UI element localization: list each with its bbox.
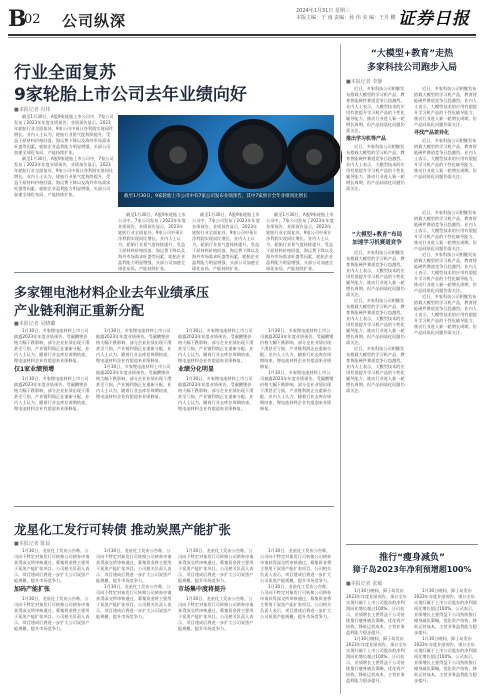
longxing-body-text: 1月30日，龙星化工发布公告称，公司向不特定对象发行可转换公司债券申请获得深交所审核通过，募集资金将主要用于炭黑产能扩张项目。公司相关负责人表示，项目建成后将进一步扩大公司炭黑产能规模，提升市场竞争力。 — [96, 584, 172, 619]
longxing-subhead-2: 市场集中度将提升 — [178, 586, 227, 593]
longxing-col-2 — [96, 548, 172, 696]
column-divider — [340, 44, 341, 694]
side-top-body-text: 近日，多家科技公司相继发布搭载大模型的学习机产品，教育智能硬件赛道竞争日趋激烈。业内人士表示，大模型技术的应用有望提升学习机产品的个性化辅导能力，推动行业进入新一轮增长周期，但产品同质化问题仍需关注。 — [346, 86, 405, 133]
side-bottom-headline-2: 獐子岛2023年净利预增超100% — [352, 565, 472, 574]
side-top-body-text: 近日，多家科技公司相继发布搭载大模型的学习机产品，教育智能硬件赛道竞争日趋激烈。业内人士表示，大模型技术的应用有望提升学习机产品的个性化辅导能力，推动行业进入新一轮增长周期，但产品同质化问题仍需关注。 — [346, 250, 405, 297]
side-top-col-2 — [414, 86, 478, 206]
lithium-col-2 — [96, 328, 172, 502]
issue-meta — [296, 8, 396, 22]
side-top-body-text: 近日，多家科技公司相继发布搭载大模型的学习机产品，教育智能硬件赛道竞争日趋激烈。业内人士表示，大模型技术的应用有望提升学习机产品的个性化辅导能力，推动行业进入新一轮增长周期，但产品同质化问题仍需关注。 — [414, 86, 477, 127]
lithium-col-3 — [178, 328, 254, 502]
side-divider — [346, 544, 478, 545]
longxing-headline: 龙星化工发行可转债 推动炭黑产能扩张 — [14, 522, 231, 537]
side-top-byline: ■本报记者 李静 — [346, 79, 383, 85]
lithium-byline: ■本报记者 吴晓璐 — [14, 321, 56, 327]
side-top-headline-1: “大模型+教育”走热 — [370, 49, 454, 59]
editor-credits: 本版主编：于 南 责编：孙 伟 美 编：王丹 鹏 — [296, 15, 396, 21]
side-top-body-text: 近日，多家科技公司相继发布搭载大模型的学习机产品，教育智能硬件赛道竞争日趋激烈。业内人士表示，大模型技术的应用有望提升学习机产品的个性化辅导能力，推动行业进入新一轮增长周期，但产品同质化问题仍需关注。 — [414, 252, 477, 293]
lead-body-col-2 — [118, 212, 186, 271]
side-top-col-1 — [346, 86, 408, 226]
longxing-body-text: 1月30日，龙星化工发布公告称，公司向不特定对象发行可转换公司债券申请获得深交所审核通过，募集资金将主要用于炭黑产能扩张项目。公司相关负责人表示，项目建成后将进一步扩大公司炭黑产能规模，提升市场竞争力。 — [260, 548, 332, 583]
longxing-col-3 — [178, 548, 254, 696]
side-top-body-text: 近日，多家科技公司相继发布搭载大模型的学习机产品，教育智能硬件赛道竞争日趋激烈。业内人士表示，大模型技术的应用有望提升学习机产品的个性化辅导能力，推动行业进入新一轮增长周期，但产品同质化问题仍需关注。 — [414, 138, 477, 179]
lithium-body-text: 1月30日，多家锂电池材料上市公司披露2023年年度业绩预告。受碳酸锂价格大幅下跌影响，部分企业业绩出现下滑甚至亏损，产业链利润正在重新分配。业内人士认为，随着行业去库存周期结束，锂电池材料企业有望迎来业绩修复。 — [14, 376, 90, 411]
lead-body-text: 截至1月30日，A股9家轮胎上市公司中，7家公司发布了2023年年度业绩预告，业绩预告显示，2023年轮胎行业全面复苏，9家公司中预计净利润实现同比增长。业内人士认为，轮胎行业景气度持续提升，受益于原材料价格回落、海运费下降以及海外市场需求旺盛等因素，轮胎企业盈利能力明显增强，头部公司加速全球化布局，产能持续扩张。 — [14, 156, 114, 197]
longxing-body-text: 1月30日，龙星化工发布公告称，公司向不特定对象发行可转换公司债券申请获得深交所审核通过，募集资金将主要用于炭黑产能扩张项目。公司相关负责人表示，项目建成后将进一步扩大公司炭黑产能规模，提升市场竞争力。 — [260, 584, 332, 619]
longxing-body-text: 1月30日，龙星化工发布公告称，公司向不特定对象发行可转换公司债券申请获得深交所审核通过，募集资金将主要用于炭黑产能扩张项目。公司相关负责人表示，项目建成后将进一步扩大公司炭黑产能规模，提升市场竞争力。 — [96, 548, 172, 583]
side-mid-headline-1: “大模型+教育”布局 — [351, 232, 403, 238]
lithium-col-4 — [260, 328, 334, 502]
lithium-headline-1: 多家锂电池材料企业去年业绩承压 — [14, 286, 210, 301]
lithium-body-text: 1月30日，多家锂电池材料上市公司披露2023年年度业绩预告。受碳酸锂价格大幅下跌影响，部分企业业绩出现下滑甚至亏损，产业链利润正在重新分配。业内人士认为，随着行业去库存周期结束，锂电池材料企业有望迎来业绩修复。 — [260, 328, 334, 369]
lithium-body-text: 1月30日，多家锂电池材料上市公司披露2023年年度业绩预告。受碳酸锂价格大幅下跌影响，部分企业业绩出现下滑甚至亏损，产业链利润正在重新分配。业内人士认为，随着行业去库存周期结束，锂电池材料企业有望迎来业绩修复。 — [96, 328, 172, 363]
lead-body-text: 截至1月30日，A股9家轮胎上市公司中，7家公司发布了2023年年度业绩预告，业绩预告显示，2023年轮胎行业全面复苏，9家公司中预计净利润实现同比增长。业内人士认为，轮胎行业景气度持续提升，受益于原材料价格回落、海运费下降以及海外市场需求旺盛等因素，轮胎企业盈利能力明显增强，头部公司加速全球化布局，产能持续扩张。 — [266, 212, 334, 271]
side-bottom-body-text: 1月30日晚间，獐子岛发布2023年年度业绩预告，预计全年实现归属于上市公司股东的净利润同比增长超过100%。公司表示，业绩增长主要得益于公司持续推行瘦身减负策略，优化资产结构，降低运营成本，主营业务盈利能力稳步提升。 — [346, 588, 407, 635]
side-top-body-text: 近日，多家科技公司相继发布搭载大模型的学习机产品，教育智能硬件赛道竞争日趋激烈。业内人士表示，大模型技术的应用有望提升学习机产品的个性化辅导能力，推动行业进入新一轮增长周期，但产品同质化问题仍需关注。 — [346, 298, 405, 345]
lithium-body-text: 1月30日，多家锂电池材料上市公司披露2023年年度业绩预告。受碳酸锂价格大幅下跌影响，部分企业业绩出现下滑甚至亏损，产业链利润正在重新分配。业内人士认为，随着行业去库存周期结束，锂电池材料企业有望迎来业绩修复。 — [96, 364, 172, 399]
lithium-subhead-1: 仅1家业绩预增 — [14, 366, 55, 373]
lead-photo — [118, 115, 334, 207]
longxing-subhead-1: 加码产能扩张 — [14, 586, 51, 593]
tire-image — [218, 119, 288, 189]
longxing-body-text: 1月30日，龙星化工发布公告称，公司向不特定对象发行可转换公司债券申请获得深交所审核通过，募集资金将主要用于炭黑产能扩张项目。公司相关负责人表示，项目建成后将进一步扩大公司炭黑产能规模，提升市场竞争力。 — [178, 596, 254, 631]
side-bottom-body-text: 1月30日晚间，獐子岛发布2023年年度业绩预告，预计全年实现归属于上市公司股东的净利润同比增长超过100%。公司表示，业绩增长主要得益于公司持续推行瘦身减负策略，优化资产结构，降低运营成本，主营业务盈利能力稳步提升。 — [346, 636, 407, 683]
side-top-body-text: 近日，多家科技公司相继发布搭载大模型的学习机产品，教育智能硬件赛道竞争日趋激烈。业内人士表示，大模型技术的应用有望提升学习机产品的个性化辅导能力，推动行业进入新一轮增长周期，但产品同质化问题仍需关注。 — [414, 210, 477, 251]
photo-caption: 截至1月30日，9家轮胎上市公司中有7家公司发布业绩预告，其中7家预计全年业绩同比增长 — [118, 192, 334, 207]
lead-body-text: 截至1月30日，A股9家轮胎上市公司中，7家公司发布了2023年年度业绩预告，业绩预告显示，2023年轮胎行业全面复苏，9家公司中预计净利润实现同比增长。业内人士认为，轮胎行业景气度持续提升，受益于原材料价格回落、海运费下降以及海外市场需求旺盛等因素，轮胎企业盈利能力明显增强，头部公司加速全球化布局，产能持续扩张。 — [192, 212, 260, 271]
page-number: 02 — [24, 12, 41, 27]
longxing-col-4 — [260, 548, 334, 696]
lithium-body-text: 1月30日，多家锂电池材料上市公司披露2023年年度业绩预告。受碳酸锂价格大幅下跌影响，部分企业业绩出现下滑甚至亏损，产业链利润正在重新分配。业内人士认为，随着行业去库存周期结束，锂电池材料企业有望迎来业绩修复。 — [14, 328, 90, 363]
side-top-headline-2: 多家科技公司跑步入局 — [366, 63, 457, 73]
side-top-subhead-1: 推出学习机等产品 — [346, 136, 387, 142]
side-bottom-col-1 — [346, 588, 408, 696]
page-letter: B — [8, 6, 27, 32]
side-top-subhead-2: 寻找产品差异化 — [414, 130, 450, 136]
section-divider — [14, 506, 334, 507]
masthead-rule — [8, 34, 476, 36]
lead-body-col-4 — [266, 212, 334, 271]
newspaper-logo: 证券日报 — [398, 9, 470, 29]
tire-image — [148, 125, 208, 185]
lithium-body-text: 1月30日，多家锂电池材料上市公司披露2023年年度业绩预告。受碳酸锂价格大幅下跌影响，部分企业业绩出现下滑甚至亏损，产业链利润正在重新分配。业内人士认为，随着行业去库存周期结束，锂电池材料企业有望迎来业绩修复。 — [178, 328, 254, 363]
masthead-rule-thin — [8, 37, 476, 38]
longxing-byline: ■本报记者 陈晨 — [14, 541, 51, 547]
lead-body-col-1 — [14, 114, 114, 268]
side-top-body-text: 近日，多家科技公司相继发布搭载大模型的学习机产品，教育智能硬件赛道竞争日趋激烈。业内人士表示，大模型技术的应用有望提升学习机产品的个性化辅导能力，推动行业进入新一轮增长周期，但产品同质化问题仍需关注。 — [414, 294, 477, 335]
masthead — [0, 0, 484, 36]
section-divider — [14, 272, 334, 273]
longxing-col-1 — [14, 548, 90, 696]
section-title: 公司纵深 — [62, 12, 127, 30]
side-top-col-3 — [346, 250, 408, 540]
side-bottom-body-text: 1月30日晚间，獐子岛发布2023年年度业绩预告，预计全年实现归属于上市公司股东的净利润同比增长超过100%。公司表示，业绩增长主要得益于公司持续推行瘦身减负策略，优化资产结构，降低运营成本，主营业务盈利能力稳步提升。 — [414, 588, 477, 635]
longxing-body-text: 1月30日，龙星化工发布公告称，公司向不特定对象发行可转换公司债券申请获得深交所审核通过，募集资金将主要用于炭黑产能扩张项目。公司相关负责人表示，项目建成后将进一步扩大公司炭黑产能规模，提升市场竞争力。 — [178, 548, 254, 583]
side-top-body-text: 近日，多家科技公司相继发布搭载大模型的学习机产品，教育智能硬件赛道竞争日趋激烈。业内人士表示，大模型技术的应用有望提升学习机产品的个性化辅导能力，推动行业进入新一轮增长周期，但产品同质化问题仍需关注。 — [346, 144, 405, 191]
side-mid-headline-2: 加速学习机赛道竞争 — [352, 240, 402, 246]
lead-headline-1: 行业全面复苏 — [14, 63, 116, 83]
lithium-body-text: 1月30日，多家锂电池材料上市公司披露2023年年度业绩预告。受碳酸锂价格大幅下跌影响，部分企业业绩出现下滑甚至亏损，产业链利润正在重新分配。业内人士认为，随着行业去库存周期结束，锂电池材料企业有望迎来业绩修复。 — [260, 370, 334, 411]
lithium-subhead-2: 业绩分化明显 — [178, 366, 215, 373]
lead-byline: ■本报记者 肖伟 — [14, 107, 51, 113]
side-bottom-headline-1: 推行“瘦身减负” — [379, 553, 445, 563]
lead-headline-2: 9家轮胎上市公司去年业绩向好 — [14, 85, 247, 105]
longxing-body-text: 1月30日，龙星化工发布公告称，公司向不特定对象发行可转换公司债券申请获得深交所审核通过，募集资金将主要用于炭黑产能扩张项目。公司相关负责人表示，项目建成后将进一步扩大公司炭黑产能规模，提升市场竞争力。 — [14, 548, 90, 583]
side-top-body-text: 近日，多家科技公司相继发布搭载大模型的学习机产品，教育智能硬件赛道竞争日趋激烈。业内人士表示，大模型技术的应用有望提升学习机产品的个性化辅导能力，推动行业进入新一轮增长周期，但产品同质化问题仍需关注。 — [346, 346, 405, 393]
lithium-body-text: 1月30日，多家锂电池材料上市公司披露2023年年度业绩预告。受碳酸锂价格大幅下跌影响，部分企业业绩出现下滑甚至亏损，产业链利润正在重新分配。业内人士认为，随着行业去库存周期结束，锂电池材料企业有望迎来业绩修复。 — [178, 376, 254, 411]
longxing-body-text: 1月30日，龙星化工发布公告称，公司向不特定对象发行可转换公司债券申请获得深交所审核通过，募集资金将主要用于炭黑产能扩张项目。公司相关负责人表示，项目建成后将进一步扩大公司炭黑产能规模，提升市场竞争力。 — [14, 596, 90, 631]
lead-body-text: 截至1月30日，A股9家轮胎上市公司中，7家公司发布了2023年年度业绩预告，业绩预告显示，2023年轮胎行业全面复苏，9家公司中预计净利润实现同比增长。业内人士认为，轮胎行业景气度持续提升，受益于原材料价格回落、海运费下降以及海外市场需求旺盛等因素，轮胎企业盈利能力明显增强，头部公司加速全球化布局，产能持续扩张。 — [118, 212, 186, 271]
side-bottom-col-2 — [414, 588, 478, 696]
side-bottom-body-text: 1月30日晚间，獐子岛发布2023年年度业绩预告，预计全年实现归属于上市公司股东的净利润同比增长超过100%。公司表示，业绩增长主要得益于公司持续推行瘦身减负策略，优化资产结构，降低运营成本，主营业务盈利能力稳步提升。 — [414, 636, 477, 683]
lithium-col-1 — [14, 328, 90, 502]
lithium-headline-2: 产业链利润正重新分配 — [14, 304, 145, 319]
lead-body-col-3 — [192, 212, 260, 271]
tire-image — [286, 129, 342, 185]
lead-body-text: 截至1月30日，A股9家轮胎上市公司中，7家公司发布了2023年年度业绩预告，业绩预告显示，2023年轮胎行业全面复苏，9家公司中预计净利润实现同比增长。业内人士认为，轮胎行业景气度持续提升，受益于原材料价格回落、海运费下降以及海外市场需求旺盛等因素，轮胎企业盈利能力明显增强，头部公司加速全球化布局，产能持续扩张。 — [14, 114, 114, 155]
side-top-col-4 — [414, 210, 478, 540]
issue-date: 2024年1月31日 星期三 — [296, 8, 350, 14]
side-bottom-byline: ■本报记者 张敏 — [346, 581, 383, 587]
